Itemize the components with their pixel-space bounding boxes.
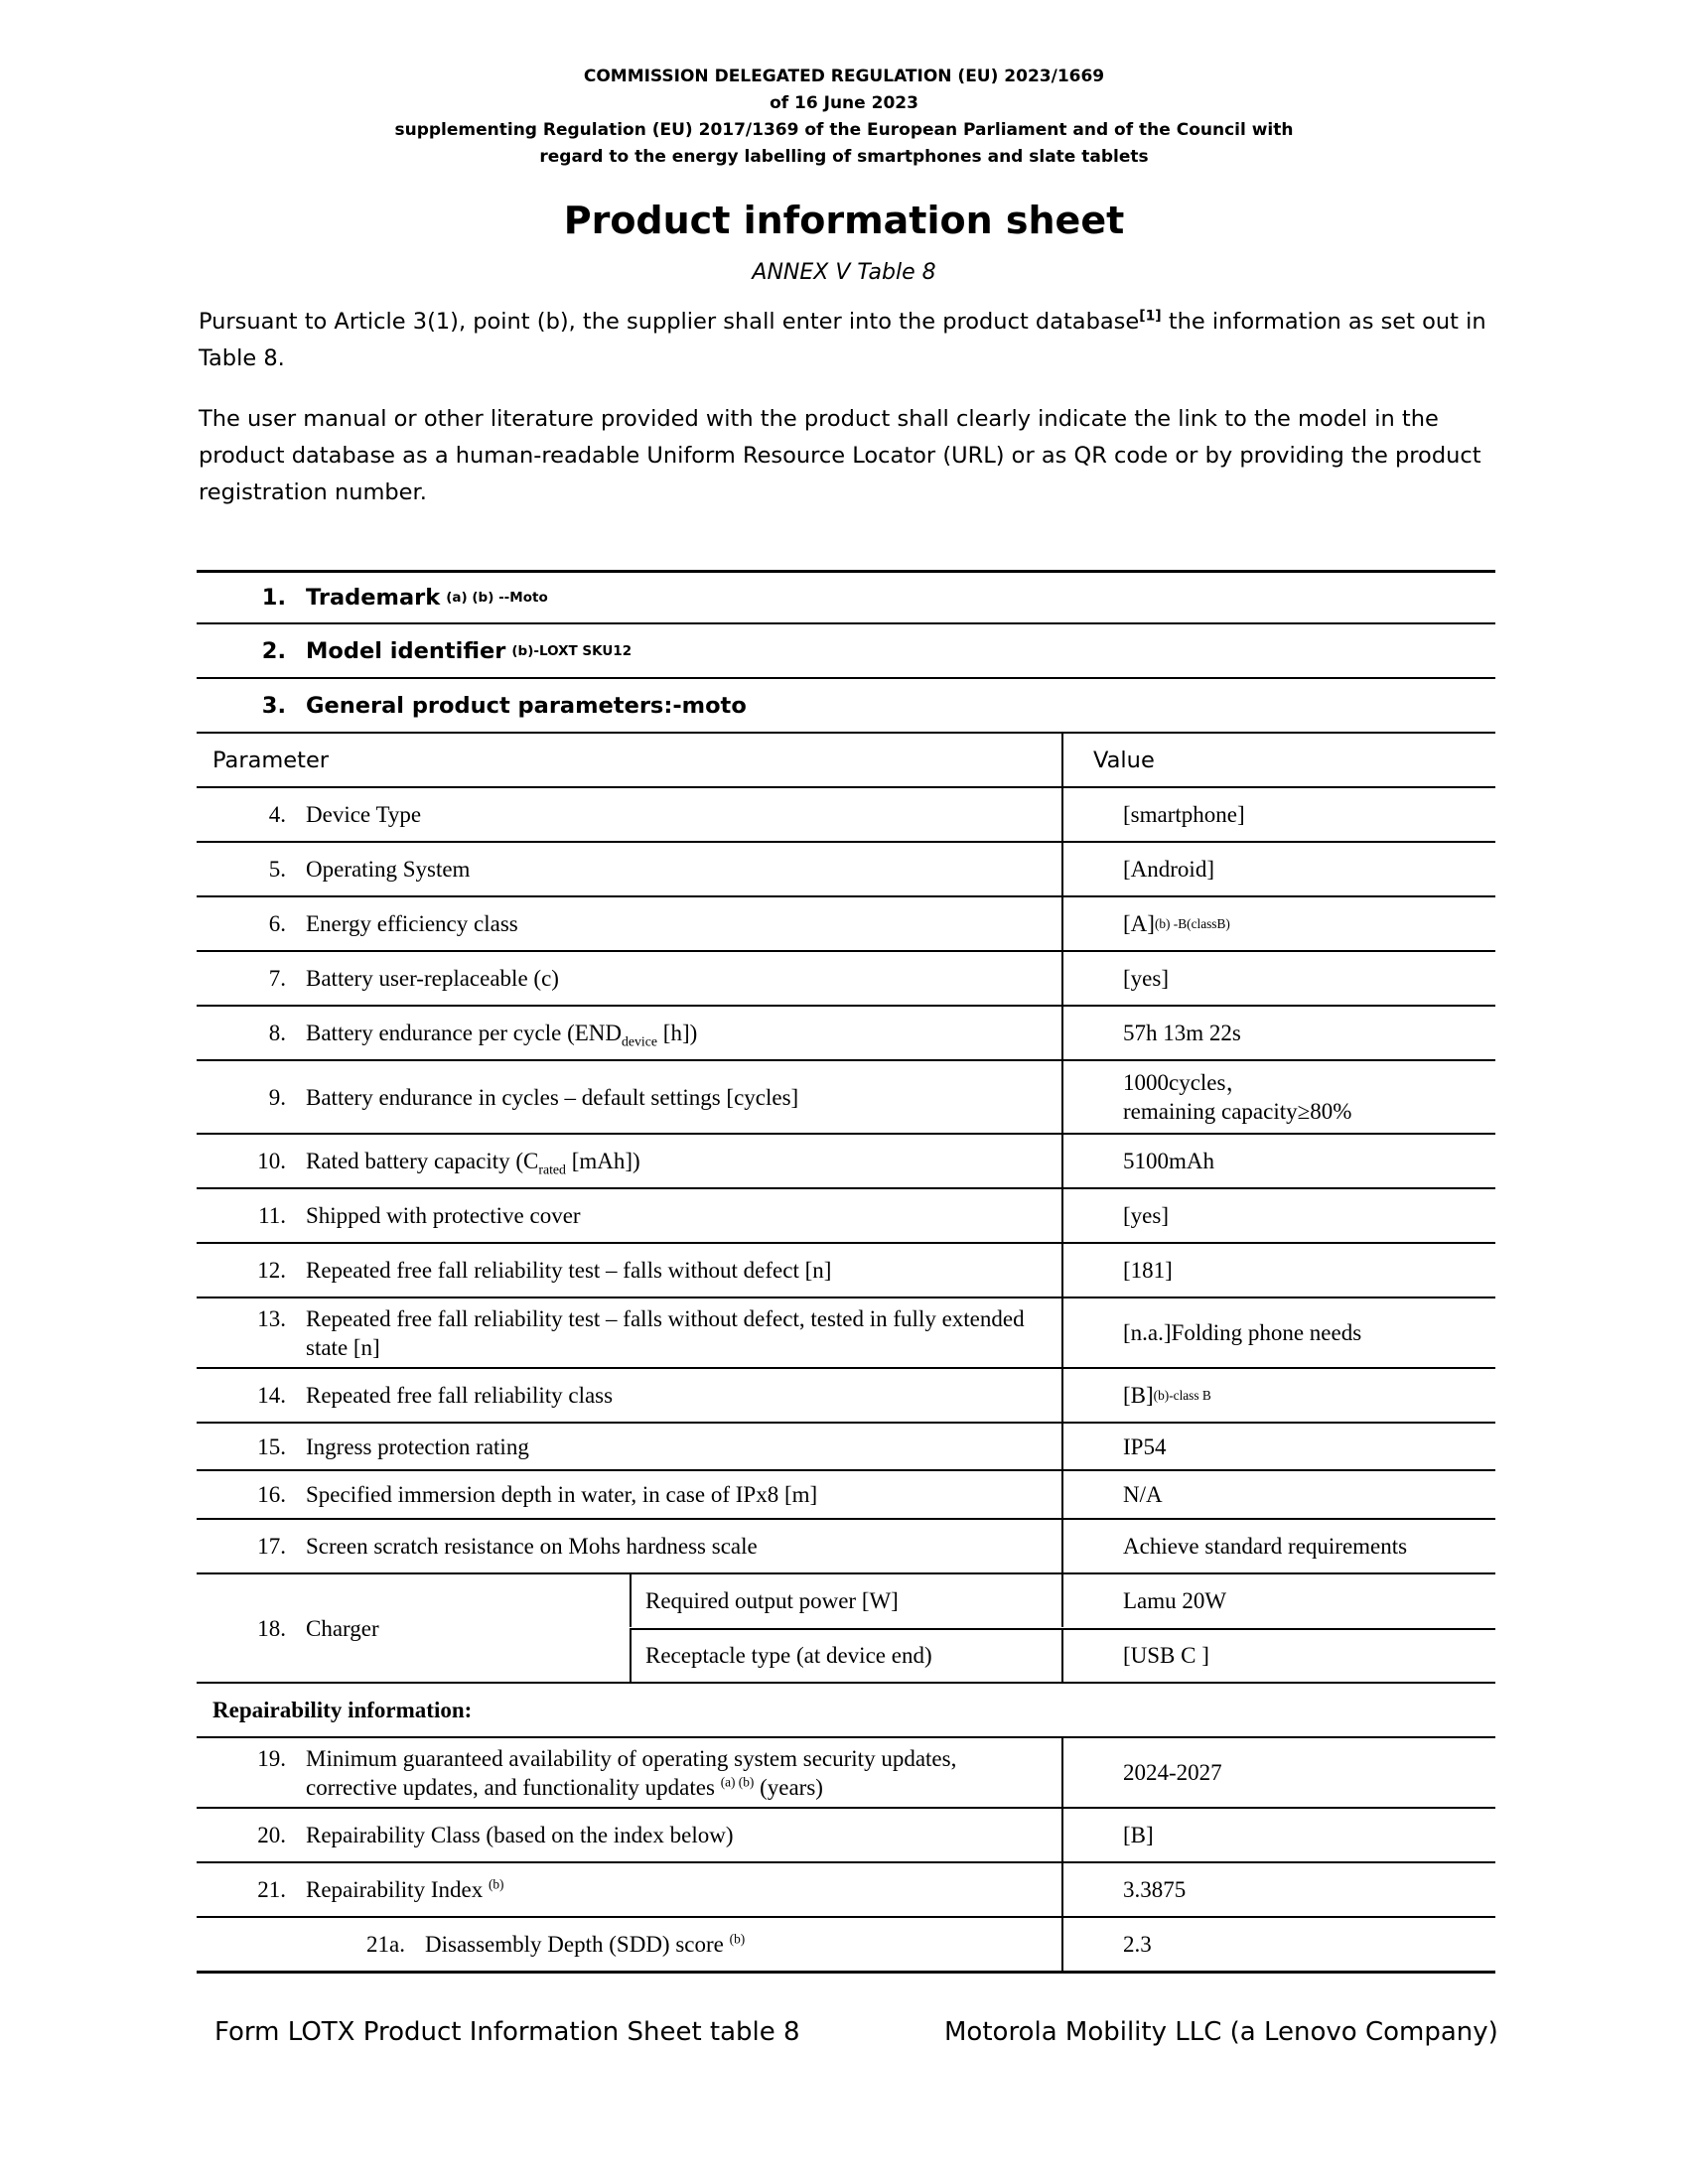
intro-paragraph-1 bbox=[199, 304, 1491, 377]
param-label: Shipped with protective cover bbox=[306, 1203, 581, 1228]
param-label bbox=[306, 1147, 1061, 1175]
trademark-label: Trademark bbox=[306, 585, 441, 611]
label-superscript: (b) bbox=[488, 1876, 504, 1892]
table-row bbox=[197, 1189, 1495, 1244]
row-number: 13. bbox=[257, 1306, 286, 1331]
param-label bbox=[306, 1019, 1061, 1047]
param-value: [181] bbox=[1061, 1244, 1495, 1297]
table-row bbox=[197, 1061, 1495, 1135]
row-number: 16. bbox=[257, 1482, 286, 1507]
row-number: 4. bbox=[268, 802, 286, 827]
row-number: 21a. bbox=[366, 1932, 405, 1957]
table-row-model: 2. Model identifier (b)-LOXT SKU12 bbox=[197, 624, 1495, 679]
intro-paragraph-2: The user manual or other literature provided with the product shall clearly indicate the link to the model in the product database as a human-readable Uniform Resource Locator (URL) or as QR code or by providing the product registration number. bbox=[199, 406, 1481, 505]
footnote-ref: [1] bbox=[1139, 308, 1162, 325]
row-number: 6. bbox=[268, 911, 286, 936]
intro-p1-tail: the information as set out in Table 8. bbox=[199, 309, 1486, 371]
column-header-value: Value bbox=[1061, 734, 1495, 786]
footer-company: Motorola Mobility LLC (a Lenovo Company) bbox=[944, 2017, 1498, 2047]
label-superscript: (a) (b) bbox=[720, 1773, 755, 1789]
regulation-line-2: of 16 June 2023 bbox=[770, 93, 918, 113]
param-value: [Android] bbox=[1061, 843, 1495, 895]
label-subscript: rated bbox=[538, 1161, 566, 1177]
param-value: [B] bbox=[1061, 1809, 1495, 1861]
column-header-parameter: Parameter bbox=[212, 747, 330, 773]
charger-receptacle-label: Receptacle type (at device end) bbox=[630, 1629, 1061, 1682]
charger-receptacle-value: [USB C ] bbox=[1061, 1629, 1495, 1682]
param-value: N/A bbox=[1061, 1471, 1495, 1518]
row-number: 2. bbox=[261, 637, 286, 664]
param-label: Screen scratch resistance on Mohs hardness scale bbox=[306, 1534, 758, 1559]
param-value: [yes] bbox=[1061, 952, 1495, 1005]
general-params-label: General product parameters:-moto bbox=[306, 692, 747, 719]
param-label bbox=[425, 1930, 1061, 1959]
label-part: Disassembly Depth (SDD) score bbox=[425, 1932, 724, 1957]
table-row-charger bbox=[197, 1574, 1495, 1684]
param-label: Repeated free fall reliability class bbox=[306, 1383, 614, 1408]
label-superscript: (b) bbox=[729, 1931, 746, 1947]
table-row-trademark: 1. Trademark (a) (b) --Moto bbox=[197, 570, 1495, 624]
param-value: 57h 13m 22s bbox=[1061, 1007, 1495, 1059]
regulation-header bbox=[0, 64, 1688, 171]
row-number: 21. bbox=[257, 1877, 286, 1902]
row-number: 3. bbox=[261, 692, 286, 719]
row-number: 10. bbox=[257, 1149, 286, 1173]
table-row bbox=[197, 1738, 1495, 1809]
table-row bbox=[197, 1244, 1495, 1298]
param-value: [A] bbox=[1123, 911, 1155, 936]
row-number: 8. bbox=[268, 1021, 286, 1045]
model-label: Model identifier bbox=[306, 637, 506, 664]
param-label: Repeated free fall reliability test – falls without defect [n] bbox=[306, 1258, 832, 1283]
label-part: (years) bbox=[754, 1774, 823, 1800]
label-part: Rated battery capacity (C bbox=[306, 1149, 539, 1173]
param-label: Operating System bbox=[306, 857, 471, 882]
row-number: 1. bbox=[261, 585, 286, 611]
table-row bbox=[197, 952, 1495, 1007]
row-number: 12. bbox=[257, 1258, 286, 1283]
row-number: 17. bbox=[257, 1534, 286, 1559]
page-subtitle: ANNEX V Table 8 bbox=[752, 260, 936, 285]
charger-output-value: Lamu 20W bbox=[1061, 1574, 1495, 1627]
row-number: 5. bbox=[268, 857, 286, 882]
param-value-line-1: 1000cycles， bbox=[1123, 1070, 1249, 1095]
table-row bbox=[197, 788, 1495, 843]
row-number: 19. bbox=[257, 1746, 286, 1771]
intro-p1-text: Pursuant to Article 3(1), point (b), the supplier shall enter into the product database bbox=[199, 309, 1140, 335]
row-number: 11. bbox=[258, 1203, 286, 1228]
param-value-line-2: remaining capacity≥80% bbox=[1123, 1099, 1352, 1124]
table-row bbox=[197, 1809, 1495, 1863]
row-number: 18. bbox=[257, 1615, 286, 1641]
row-number: 14. bbox=[257, 1383, 286, 1408]
param-value: 3.3875 bbox=[1061, 1863, 1495, 1916]
label-part: Battery endurance per cycle (END bbox=[306, 1021, 623, 1045]
repairability-heading: Repairability information: bbox=[212, 1698, 473, 1722]
param-value: [n.a.]Folding phone needs bbox=[1061, 1298, 1495, 1367]
row-number: 15. bbox=[257, 1433, 286, 1459]
param-label: Repairability Class (based on the index below) bbox=[306, 1823, 734, 1847]
page-title: Product information sheet bbox=[563, 199, 1125, 242]
param-label: Ingress protection rating bbox=[306, 1433, 529, 1459]
param-label: Charger bbox=[306, 1615, 379, 1641]
row-number: 7. bbox=[268, 966, 286, 991]
table-row bbox=[197, 1007, 1495, 1061]
label-part: Minimum guaranteed availability of operating system security updates, corrective updates, and functionality updates bbox=[306, 1745, 957, 1800]
param-value: [B] bbox=[1123, 1383, 1154, 1408]
param-value: [smartphone] bbox=[1061, 788, 1495, 841]
table-row bbox=[197, 1520, 1495, 1574]
table-row: 6. Energy efficiency class [A] (b) -B(classB) bbox=[197, 897, 1495, 952]
row-number: 20. bbox=[257, 1823, 286, 1847]
param-label: Battery user-replaceable (c) bbox=[306, 966, 559, 991]
param-label: Specified immersion depth in water, in case of IPx8 [m] bbox=[306, 1482, 818, 1507]
param-value: IP54 bbox=[1061, 1424, 1495, 1469]
footer-form-name: Form LOTX Product Information Sheet table 8 bbox=[214, 2017, 800, 2047]
table-row bbox=[197, 1298, 1495, 1369]
param-value: Achieve standard requirements bbox=[1061, 1520, 1495, 1572]
table-row-general bbox=[197, 679, 1495, 734]
label-subscript: device bbox=[622, 1033, 658, 1049]
table-row bbox=[197, 1424, 1495, 1471]
param-label: Battery endurance in cycles – default settings [cycles] bbox=[306, 1084, 799, 1110]
table-row bbox=[197, 843, 1495, 897]
regulation-line-1: COMMISSION DELEGATED REGULATION (EU) 2023/1669 bbox=[583, 67, 1105, 86]
label-part: [h]) bbox=[657, 1021, 698, 1045]
charger-output-label: Required output power [W] bbox=[630, 1574, 1061, 1627]
param-label: Repeated free fall reliability test – falls without defect, tested in fully extended state [n] bbox=[306, 1305, 1025, 1360]
regulation-line-4: regard to the energy labelling of smartphones and slate tablets bbox=[539, 147, 1149, 167]
param-value: 2024-2027 bbox=[1061, 1738, 1495, 1807]
param-value: 5100mAh bbox=[1061, 1135, 1495, 1187]
label-part: Repairability Index bbox=[306, 1877, 484, 1902]
product-info-table bbox=[197, 570, 1495, 1974]
table-row bbox=[197, 1135, 1495, 1189]
table-header-row bbox=[197, 734, 1495, 788]
repairability-heading-row bbox=[197, 1684, 1495, 1738]
row-number: 9. bbox=[268, 1084, 286, 1110]
param-label bbox=[306, 1875, 1061, 1904]
label-part: [mAh]) bbox=[565, 1149, 640, 1173]
table-row bbox=[197, 1471, 1495, 1520]
param-value: [yes] bbox=[1061, 1189, 1495, 1242]
table-row bbox=[197, 1918, 1495, 1974]
param-label: Energy efficiency class bbox=[306, 911, 518, 936]
param-label bbox=[306, 1744, 1061, 1802]
table-row: 14. Repeated free fall reliability class [B] (b)-class B bbox=[197, 1369, 1495, 1424]
table-row bbox=[197, 1863, 1495, 1918]
param-value: 2.3 bbox=[1061, 1918, 1495, 1971]
param-label: Device Type bbox=[306, 802, 422, 827]
regulation-line-3: supplementing Regulation (EU) 2017/1369 of the European Parliament and of the Council with bbox=[394, 120, 1294, 140]
